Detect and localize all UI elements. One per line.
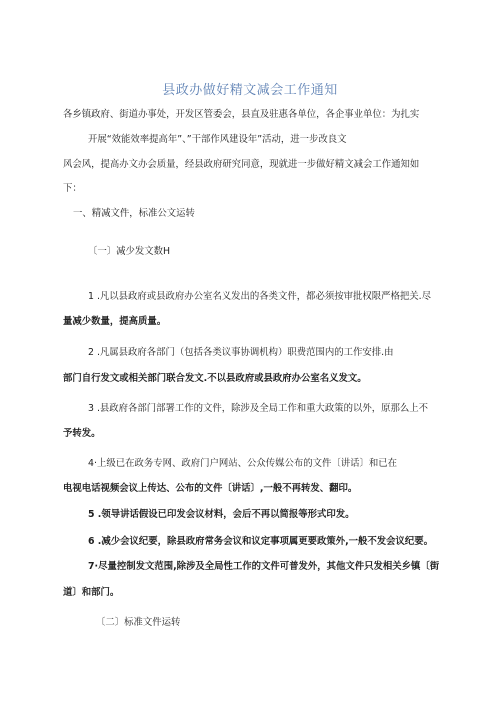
list-item-line: 3 .县政府各部门部署工作的文件，除涉及全局工作和重大政策的以外，原那么上不 bbox=[88, 403, 429, 414]
list-item-line: 1 .凡以县政府或县政府办公室名义发出的各类文件，都必须按审批权限严格把关.尽 bbox=[88, 291, 432, 302]
paragraph-line: 各乡镇政府、街道办事处，开发区管委会，县直及驻惠各单位，各企事业单位：为扎实 bbox=[63, 109, 420, 120]
subsection-heading: 〔一〕减少发文数H bbox=[88, 246, 171, 257]
list-item-line: 5 .领导讲话假设已印发会议材料，会后不再以简报等形式印发。 bbox=[88, 509, 355, 520]
paragraph-line: 下： bbox=[63, 183, 82, 194]
section-heading: 一、精减文件，标准公文运转 bbox=[73, 208, 195, 219]
list-item-line: 部门自行发文或相关部门联合发文.不以县政府或县政府办公室名义发文。 bbox=[63, 373, 367, 384]
list-item-line: 4·上级已在政务专网、政府门户网站、公众传媒公布的文件〔讲话〕和已在 bbox=[88, 458, 397, 469]
list-item-line: 道〕和部门。 bbox=[63, 587, 120, 598]
list-item-line: 电视电话视频会议上传达、公布的文件〔讲话〕,一般不再转发、翻印。 bbox=[63, 483, 358, 494]
document-title: 县政办做好精文减会工作通知 bbox=[162, 83, 338, 98]
list-item-line: 7·尽量控制发文范围,除涉及全局性工作的文件可普发外，其他文件只发相关乡镇〔街 bbox=[88, 561, 440, 572]
list-item-line: 2 .凡属县政府各部门（包括各类议事协调机构）职费范围内的工作安排.由 bbox=[88, 347, 394, 358]
subsection-heading: 〔二〕标准文件运转 bbox=[96, 617, 181, 628]
list-item-line: 予转发。 bbox=[63, 428, 101, 439]
paragraph-line: 风会风，提高办文办会质量，经县政府研究同意，现就进一步做好精文减会工作通知如 bbox=[63, 159, 420, 170]
paragraph-line: 开展“效能效率提高年”、”干部作风建设年”活动，进一步改良文 bbox=[88, 134, 347, 145]
list-item-line: 6 .减少会议纪要，除县政府常务会议和议定事项属更要政策外,一般不发会议纪要。 bbox=[88, 536, 434, 547]
list-item-line: 量减少数量，提高质量。 bbox=[63, 316, 167, 327]
